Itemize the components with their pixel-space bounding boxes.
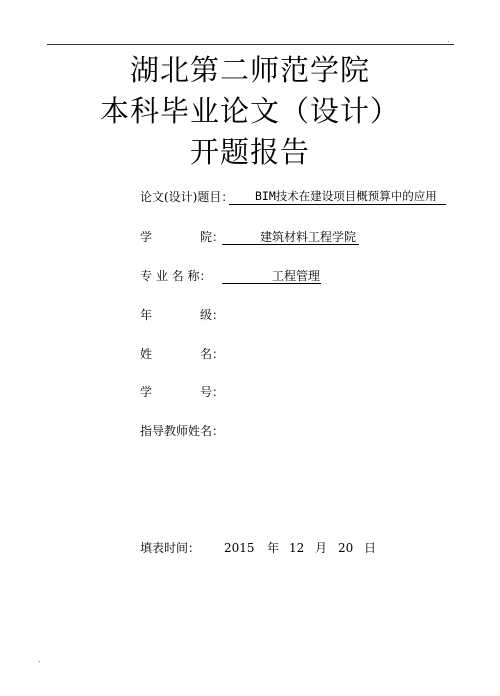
field-value-major: 工程管理: [272, 269, 321, 283]
date-day: 20: [338, 541, 354, 555]
field-underline-college: [222, 244, 359, 245]
title-university: 湖北第二师范学院: [129, 53, 370, 87]
field-underline-topic: [229, 204, 446, 205]
field-label-major: 专 业 名 称：: [140, 269, 212, 283]
date-year: 2015: [224, 541, 255, 555]
field-label-grade: 年 级：: [140, 308, 225, 322]
date-month-unit: 月: [315, 541, 328, 555]
date-label: 填表时间：: [140, 541, 201, 555]
field-label-name: 姓 名：: [140, 347, 225, 361]
field-value-college: 建筑材料工程学院: [260, 230, 357, 244]
field-label-college: 学 院：: [140, 230, 225, 244]
title-thesis: 本科毕业论文（设计）: [99, 94, 400, 128]
title-proposal: 开题报告: [189, 135, 310, 169]
corner-mark-top: .: [447, 35, 450, 44]
date-month: 12: [289, 541, 305, 555]
field-underline-major: [222, 283, 321, 284]
date-day-unit: 日: [364, 541, 377, 555]
field-label-advisor: 指导教师姓名：: [140, 424, 225, 438]
field-label-student-id: 学 号：: [140, 385, 225, 399]
header-rule: [47, 44, 454, 45]
corner-mark-bottom: .: [38, 655, 41, 664]
field-label-topic: 论文(设计)题目：: [140, 190, 234, 204]
field-value-topic: BIM技术在建设项目概预算中的应用: [255, 189, 437, 203]
date-year-unit: 年: [267, 541, 280, 555]
